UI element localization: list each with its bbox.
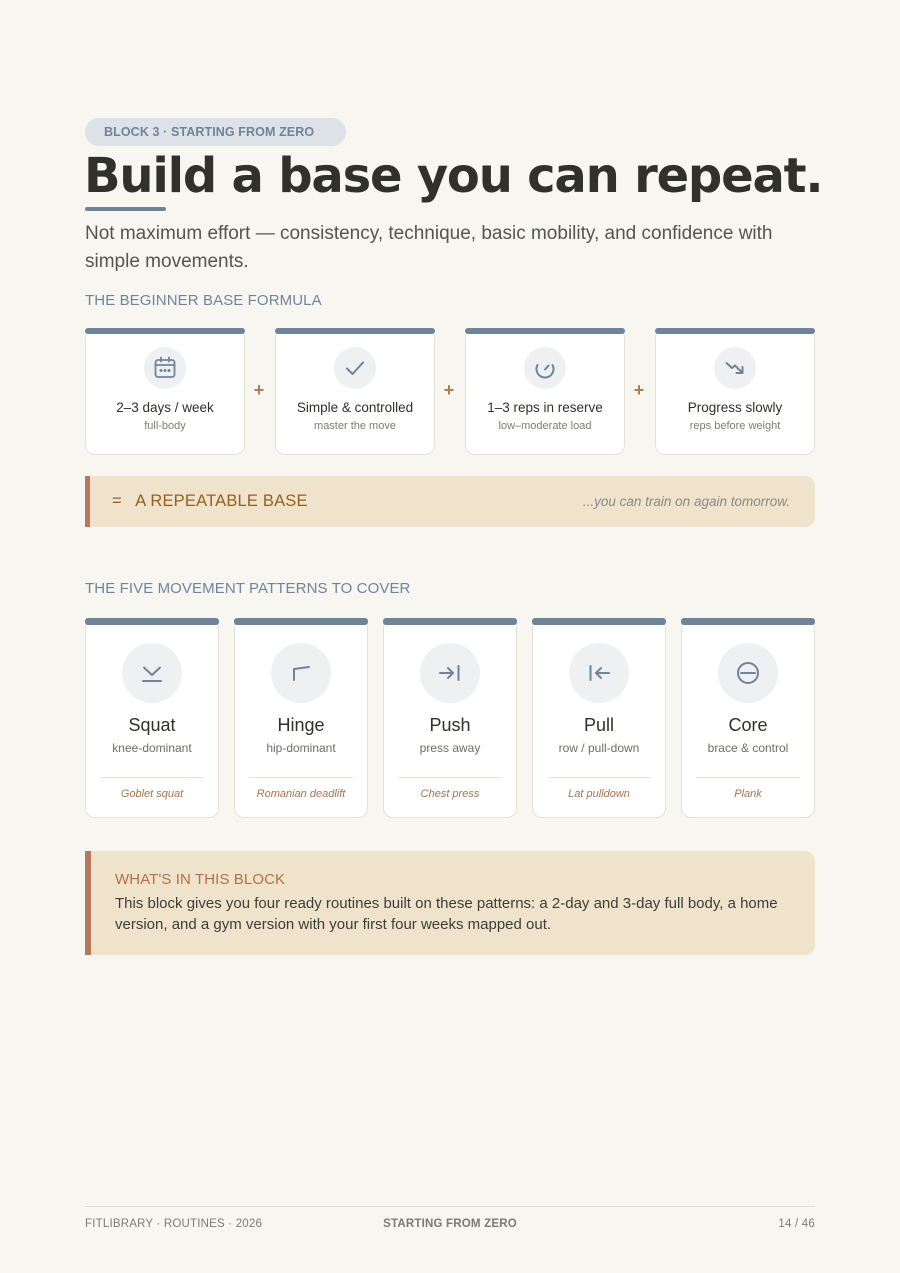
core-icon — [718, 643, 778, 703]
pattern-example: Lat pulldown — [568, 788, 630, 800]
card-accent-bar — [655, 328, 815, 334]
card-accent-bar — [681, 618, 815, 625]
pattern-card-squat — [85, 618, 219, 818]
card-divider — [398, 777, 502, 778]
formula-card-title: 1–3 reps in reserve — [487, 400, 603, 415]
card-divider — [249, 777, 353, 778]
result-label: = A REPEATABLE BASE — [112, 492, 308, 510]
pattern-example: Plank — [734, 788, 762, 800]
pattern-subtitle: brace & control — [707, 741, 789, 755]
formula-result-bar — [85, 476, 815, 527]
pattern-card-pull — [532, 618, 666, 818]
pattern-example: Chest press — [420, 788, 480, 800]
formula-card-progression — [655, 328, 815, 455]
pattern-title: Hinge — [277, 715, 325, 735]
card-accent-bar — [465, 328, 625, 334]
formula-card-subtitle: reps before weight — [689, 420, 781, 432]
footer-divider — [85, 1206, 815, 1207]
pull-icon — [569, 643, 629, 703]
plus-operator: + — [443, 380, 455, 400]
plus-operator: + — [253, 380, 265, 400]
card-accent-bar — [532, 618, 666, 625]
pattern-title: Pull — [583, 715, 614, 735]
footer-publication: FITLIBRARY · ROUTINES · 2026 — [85, 1218, 263, 1230]
card-divider — [547, 777, 651, 778]
pattern-card-core — [681, 618, 815, 818]
card-accent-bar — [275, 328, 435, 334]
result-note: ...you can train on again tomorrow. — [582, 494, 790, 509]
title-underline — [85, 207, 166, 211]
check-icon — [334, 347, 376, 389]
pattern-subtitle: knee-dominant — [112, 741, 192, 755]
formula-card-subtitle: low–moderate load — [498, 420, 592, 432]
page — [84, 0, 823, 1273]
formula-card-effort — [465, 328, 625, 455]
callout-title: WHAT'S IN THIS BLOCK — [115, 871, 286, 888]
page-title: Build a base you can repeat. — [84, 148, 823, 204]
card-accent-bar — [234, 618, 368, 625]
pattern-example: Romanian deadlift — [256, 788, 346, 800]
pattern-card-hinge — [234, 618, 368, 818]
pattern-card-push — [383, 618, 517, 818]
formula-card-subtitle: master the move — [314, 420, 396, 432]
pattern-title: Push — [429, 715, 471, 735]
block-eyebrow-pill: BLOCK 3 · STARTING FROM ZERO — [85, 118, 346, 146]
calendar-icon — [144, 347, 186, 389]
push-icon — [420, 643, 480, 703]
gauge-icon — [524, 347, 566, 389]
formula-card-title: Simple & controlled — [296, 400, 414, 415]
footer-section-title: STARTING FROM ZERO — [383, 1218, 517, 1230]
hinge-icon — [271, 643, 331, 703]
formula-card-title: 2–3 days / week — [116, 400, 214, 415]
block-info-callout — [85, 851, 815, 955]
pattern-title: Core — [728, 715, 768, 735]
formula-card-title: Progress slowly — [687, 400, 783, 415]
patterns-section-label: THE FIVE MOVEMENT PATTERNS TO COVER — [85, 580, 411, 597]
card-accent-bar — [85, 618, 219, 625]
formula-card-technique — [275, 328, 435, 455]
page-subtitle: Not maximum effort — consistency, technique, basic mobility, and confidence with simple movements. — [85, 223, 773, 272]
card-divider — [100, 777, 204, 778]
card-accent-bar — [383, 618, 517, 625]
pattern-title: Squat — [128, 715, 176, 735]
formula-section-label: THE BEGINNER BASE FORMULA — [85, 292, 322, 309]
card-divider — [696, 777, 800, 778]
pattern-subtitle: row / pull-down — [558, 741, 640, 755]
pattern-subtitle: hip-dominant — [266, 741, 336, 755]
formula-card-subtitle: full-body — [144, 420, 186, 432]
pattern-example: Goblet squat — [120, 788, 184, 800]
page-number: 14 / 46 — [778, 1218, 815, 1230]
squat-icon — [122, 643, 182, 703]
card-accent-bar — [85, 328, 245, 334]
trend-down-arrow-icon — [714, 347, 756, 389]
callout-text: This block gives you four ready routines built on these patterns: a 2-day and 3-day full body, a home version, and a gym version with your first four weeks mapped out. — [115, 895, 778, 933]
formula-card-frequency — [85, 328, 245, 455]
pattern-subtitle: press away — [419, 741, 481, 755]
plus-operator: + — [633, 380, 645, 400]
